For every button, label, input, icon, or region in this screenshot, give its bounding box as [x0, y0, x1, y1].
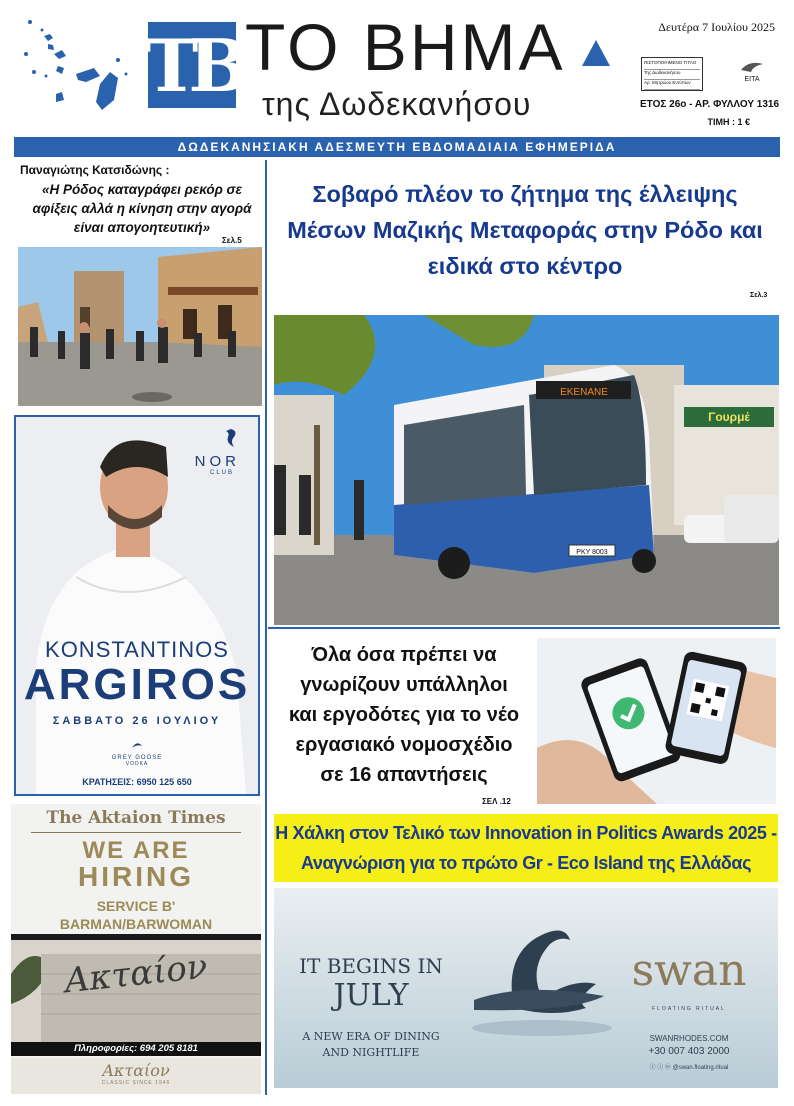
quote-page-ref: Σελ.5 [222, 236, 242, 245]
newspaper-title: ΤΟ ΒΗΜΑ [245, 10, 566, 84]
section-divider [268, 627, 780, 629]
chalki-awards-headline[interactable]: Η Χάλκη στον Τελικό των Innovation in Politics Awards 2025 - Αναγνώριση για το πρώτο Gr - Eco Island της Ελλάδας [274, 814, 778, 882]
seahorse-icon [222, 427, 240, 449]
qr-phones-photo[interactable] [537, 638, 776, 804]
registry-box [641, 57, 703, 91]
column-divider [265, 160, 267, 1095]
registry-line: ΠΙΣΤΟΠΟΙΗΜΕΝΟ ΤΙΤΛΟ [644, 60, 700, 70]
hiring-line-4: BARMAN/BARWOMAN [59, 916, 213, 932]
swan-line-3: A NEW ERA OF DINING [302, 1030, 440, 1043]
singer-last-name: ARGIROS [23, 660, 251, 709]
goose-icon [131, 740, 143, 750]
title-accent-triangle [568, 28, 624, 78]
esea-bird-icon [739, 60, 765, 74]
masthead-rule [31, 832, 241, 833]
registry-line: Αρ. Μητρώου Εντύπων [644, 80, 700, 90]
hiring-line-2: HIRING [78, 861, 194, 892]
hiring-line-1: WE ARE [82, 837, 190, 864]
aktaion-sign: Ακταίον [62, 946, 210, 1002]
swan-restaurant-ad[interactable] [274, 888, 778, 1088]
lead-headline[interactable]: Σοβαρό πλέον το ζήτημα της έλλειψης Μέσων Μαζικής Μεταφοράς στην Ρόδο και ειδικά στο κέντρο [287, 181, 763, 279]
bus-scene [274, 315, 779, 625]
sponsor-logo [16, 737, 258, 767]
swan-social[interactable] [614, 1062, 764, 1071]
logo-letters: ΤΒ [144, 22, 240, 108]
dodecanese-map [14, 14, 136, 112]
singer-first-name: KONSTANTINOS [45, 637, 229, 662]
swan-website[interactable]: SWANRHODES.COM [649, 1034, 729, 1043]
aktaion-footer-logo: Ακταίον [102, 1061, 170, 1080]
esea-label: ΕΙΤΑ [744, 76, 760, 83]
issue-date: Δευτέρα 7 Ιουλίου 2025 [658, 20, 775, 34]
concert-date: ΣΑΒΒΑΤΟ 26 ΙΟΥΛΙΟΥ [52, 715, 222, 727]
swan-social-handle: @swan.floating.ritual [672, 1065, 729, 1071]
lead-page-ref: Σελ.3 [750, 292, 768, 299]
aktaion-footer-sub: CLASSIC SINCE 1946 [101, 1080, 171, 1086]
swan-brand-logo: swan [631, 945, 747, 996]
booking-phone[interactable]: ΚΡΑΤΗΣΕΙΣ: 6950 125 650 [82, 777, 192, 787]
swan-brand-sub: FLOATING RITUAL [652, 1006, 726, 1012]
aktaion-footer [11, 1058, 261, 1094]
aktaion-info-phone[interactable]: Πληροφορίες: 694 205 8181 [11, 1042, 261, 1056]
tagline-banner: ΔΩΔΕΚΑΝΗΣΙΑΚΗ ΑΔΕΣΜΕΥΤΗ ΕΒΔΟΜΑΔΙΑΙΑ ΕΦΗΜΕΡΙΔΑ [14, 137, 780, 157]
argiros-concert-ad[interactable] [14, 415, 260, 796]
nor-logo-sub: CLUB [209, 470, 234, 476]
sponsor-sub: VODKA [125, 761, 149, 767]
swan-line-2: JULY [333, 978, 409, 1013]
issue-price: ΤΙΜΗ : 1 € [707, 117, 750, 127]
swan-phone[interactable]: +30 007 403 2000 [648, 1046, 730, 1057]
registry-line: Της Δωδεκανήσου [644, 70, 700, 80]
bus-plate: ΡΚΥ 8003 [576, 549, 608, 556]
issue-number: ΕΤΟΣ 26ο - ΑΡ. ΦΥΛΛΟΥ 1316 [640, 99, 780, 110]
story2-page-ref: ΣΕΛ .12 [482, 797, 511, 806]
aktaion-times-masthead: The Aktaion Times [46, 808, 226, 828]
nor-logo-text: NOR [194, 453, 240, 470]
quote-headline[interactable]: «Η Ρόδος καταγράφει ρεκόρ σε αφίξεις αλλά η κίνηση στην αγορά είναι απογοητευτική» [32, 182, 252, 235]
swan-line-1: IT BEGINS IN [299, 954, 443, 978]
story2-headline[interactable]: Όλα όσα πρέπει να γνωρίζουν υπάλληλοι και εργοδότες για το νέο εργασιακό νομοσχέδιο σε 16 απαντήσεις [288, 644, 520, 786]
rhodes-street-photo[interactable] [18, 247, 262, 406]
quote-author: Παναγιώτης Κατσιδώνης : [20, 163, 170, 177]
sponsor-name: GREY GOOSE [111, 755, 163, 761]
shop-sign: Γουρμέ [708, 410, 750, 424]
hiring-line-3: SERVICE B' [96, 898, 176, 914]
newspaper-logo-mark [144, 22, 240, 108]
aktaion-hiring-ad[interactable] [11, 804, 261, 1094]
social-icons: ⓕ ⓘ ⓦ [649, 1065, 673, 1071]
esea-logo [732, 60, 772, 92]
bus-destination-sign: ΕΚΕΝΑΝΕ [560, 387, 608, 398]
swan-line-4: AND NIGHTLIFE [322, 1046, 420, 1059]
rhodes-bus-photo[interactable] [274, 315, 779, 625]
newspaper-subtitle: της Δωδεκανήσου [262, 86, 532, 122]
nor-club-logo [16, 427, 240, 476]
